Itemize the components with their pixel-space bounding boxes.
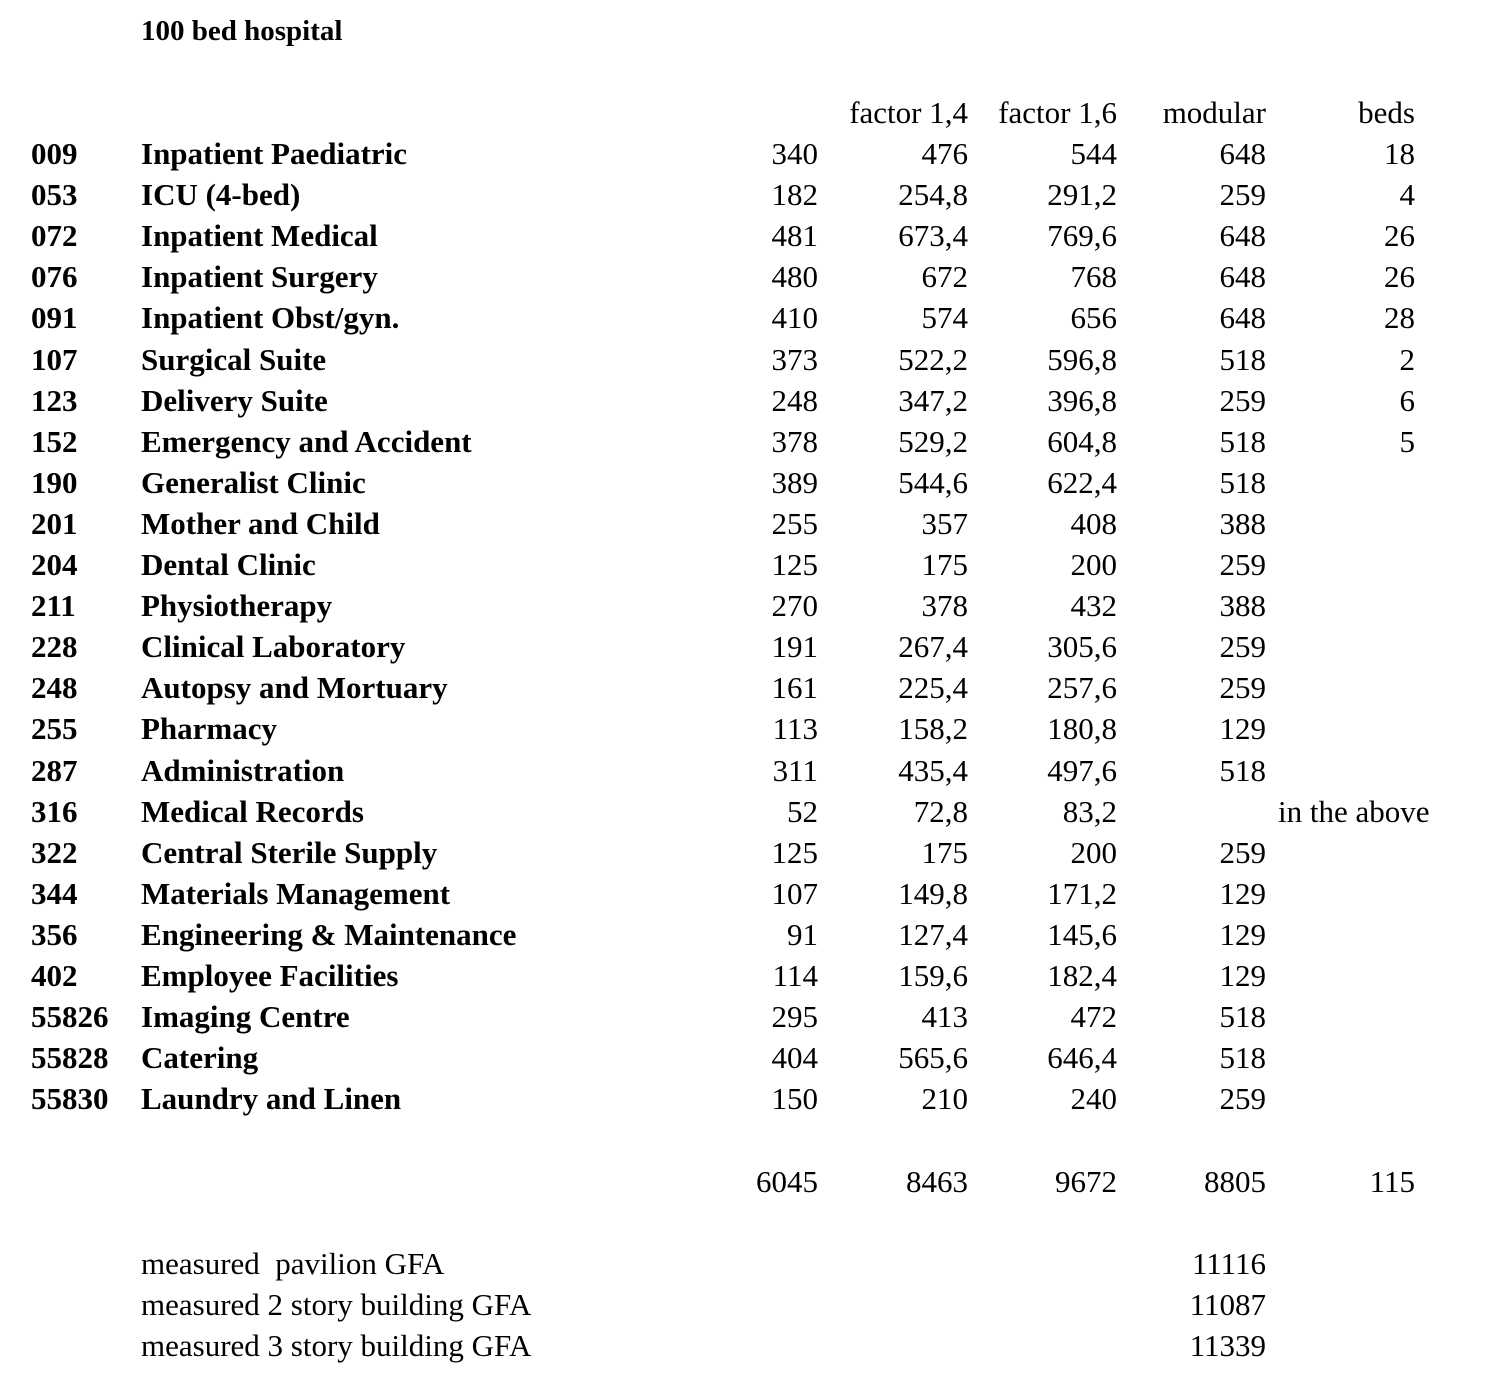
department-code: 009	[31, 136, 78, 171]
value-base: 113	[772, 711, 818, 746]
department-code: 356	[31, 917, 78, 952]
department-code: 402	[31, 958, 78, 993]
value-factor-1-6: 200	[1070, 547, 1117, 582]
department-name: Central Sterile Supply	[141, 835, 438, 870]
value-factor-1-4: 672	[921, 259, 968, 294]
value-factor-1-4: 413	[921, 999, 968, 1034]
department-name: Mother and Child	[141, 506, 380, 541]
value-base: 125	[771, 835, 818, 870]
department-code: 322	[31, 835, 78, 870]
value-factor-1-4: 225,4	[898, 670, 968, 705]
value-factor-1-4: 267,4	[898, 629, 968, 664]
value-modular: 129	[1219, 711, 1266, 746]
value-factor-1-6: 145,6	[1047, 917, 1117, 952]
measured-value: 11339	[1189, 1328, 1266, 1363]
table-row	[0, 381, 1501, 421]
table-row	[0, 463, 1501, 503]
department-name: Physiotherapy	[141, 588, 333, 623]
value-modular: 648	[1219, 300, 1266, 335]
value-modular: 518	[1219, 465, 1266, 500]
table-row	[0, 175, 1501, 215]
table-row	[0, 298, 1501, 338]
value-factor-1-4: 522,2	[898, 342, 968, 377]
value-modular: 388	[1219, 588, 1266, 623]
value-factor-1-4: 476	[921, 136, 968, 171]
value-base: 107	[771, 876, 818, 911]
table-row	[0, 709, 1501, 749]
value-modular: 259	[1219, 835, 1266, 870]
department-name: Engineering & Maintenance	[141, 917, 517, 952]
table-row	[0, 915, 1501, 955]
value-factor-1-4: 529,2	[898, 424, 968, 459]
value-factor-1-6: 396,8	[1047, 383, 1117, 418]
value-factor-1-6: 646,4	[1047, 1040, 1117, 1075]
value-modular: 259	[1219, 1081, 1266, 1116]
department-name: Imaging Centre	[141, 999, 350, 1034]
value-factor-1-6: 432	[1070, 588, 1117, 623]
value-beds: 26	[1384, 218, 1415, 253]
total-modular: 8805	[1204, 1164, 1266, 1199]
value-factor-1-6: 622,4	[1047, 465, 1117, 500]
department-code: 076	[31, 259, 78, 294]
table-row	[0, 1079, 1501, 1119]
table-row	[0, 216, 1501, 256]
value-base: 404	[771, 1040, 818, 1075]
value-modular: 648	[1219, 136, 1266, 171]
table-row	[0, 134, 1501, 174]
value-factor-1-4: 254,8	[898, 177, 968, 212]
value-modular: 259	[1219, 177, 1266, 212]
value-factor-1-4: 149,8	[898, 876, 968, 911]
value-factor-1-4: 574	[921, 300, 968, 335]
value-base: 161	[771, 670, 818, 705]
table-row	[0, 792, 1501, 832]
department-name: Inpatient Medical	[141, 218, 378, 253]
value-base: 311	[772, 753, 818, 788]
department-code: 190	[31, 465, 78, 500]
table-row	[0, 997, 1501, 1037]
department-name: Emergency and Accident	[141, 424, 472, 459]
value-factor-1-6: 656	[1070, 300, 1117, 335]
value-factor-1-4: 357	[921, 506, 968, 541]
value-base: 389	[771, 465, 818, 500]
department-name: Inpatient Obst/gyn.	[141, 300, 400, 335]
column-header-row	[0, 93, 1501, 133]
table-row	[0, 956, 1501, 996]
department-code: 55828	[31, 1040, 109, 1075]
department-name: Pharmacy	[141, 711, 278, 746]
value-modular: 518	[1219, 1040, 1266, 1075]
column-header-factor-1-4: factor 1,4	[849, 95, 968, 130]
value-factor-1-4: 175	[921, 835, 968, 870]
department-name: ICU (4-bed)	[141, 177, 301, 212]
value-factor-1-4: 347,2	[898, 383, 968, 418]
measured-row	[0, 1285, 1501, 1325]
department-name: Clinical Laboratory	[141, 629, 406, 664]
value-modular: 648	[1219, 218, 1266, 253]
value-base: 378	[771, 424, 818, 459]
page-title: 100 bed hospital	[141, 15, 343, 47]
value-factor-1-4: 175	[921, 547, 968, 582]
value-factor-1-6: 596,8	[1047, 342, 1117, 377]
column-header-beds: beds	[1358, 95, 1415, 130]
table-row	[0, 874, 1501, 914]
department-code: 248	[31, 670, 78, 705]
value-modular: 518	[1219, 424, 1266, 459]
value-factor-1-4: 378	[921, 588, 968, 623]
value-base: 52	[787, 794, 818, 829]
value-factor-1-6: 497,6	[1047, 753, 1117, 788]
department-code: 053	[31, 177, 78, 212]
measured-label: measured pavilion GFA	[141, 1246, 445, 1281]
table-row	[0, 751, 1501, 791]
value-base: 248	[771, 383, 818, 418]
department-name: Materials Management	[141, 876, 451, 911]
value-base: 270	[771, 588, 818, 623]
value-modular: 518	[1219, 342, 1266, 377]
department-code: 287	[31, 753, 78, 788]
department-code: 107	[31, 342, 78, 377]
department-code: 255	[31, 711, 78, 746]
value-modular: 259	[1219, 629, 1266, 664]
department-name: Generalist Clinic	[141, 465, 366, 500]
value-base: 410	[771, 300, 818, 335]
value-factor-1-6: 769,6	[1047, 218, 1117, 253]
value-factor-1-6: 408	[1070, 506, 1117, 541]
value-factor-1-6: 544	[1070, 136, 1117, 171]
department-code: 204	[31, 547, 78, 582]
measured-value: 11087	[1189, 1287, 1266, 1322]
table-row	[0, 1038, 1501, 1078]
value-factor-1-6: 182,4	[1047, 958, 1117, 993]
value-base: 125	[771, 547, 818, 582]
value-base: 373	[771, 342, 818, 377]
measured-label: measured 3 story building GFA	[141, 1328, 532, 1363]
department-name: Catering	[141, 1040, 259, 1075]
value-base: 295	[771, 999, 818, 1034]
table-row	[0, 422, 1501, 462]
value-beds: 28	[1384, 300, 1415, 335]
department-code: 201	[31, 506, 78, 541]
department-code: 091	[31, 300, 78, 335]
value-factor-1-6: 768	[1070, 259, 1117, 294]
value-base: 255	[771, 506, 818, 541]
department-code: 55826	[31, 999, 109, 1034]
department-code: 211	[31, 588, 76, 623]
department-code: 072	[31, 218, 78, 253]
value-factor-1-4: 544,6	[898, 465, 968, 500]
department-code: 152	[31, 424, 78, 459]
measured-value: 11116	[1191, 1246, 1266, 1281]
value-factor-1-4: 565,6	[898, 1040, 968, 1075]
value-factor-1-6: 240	[1070, 1081, 1117, 1116]
value-beds: 26	[1384, 259, 1415, 294]
department-name: Delivery Suite	[141, 383, 328, 418]
value-factor-1-6: 472	[1070, 999, 1117, 1034]
value-base: 150	[771, 1081, 818, 1116]
value-modular: 518	[1219, 753, 1266, 788]
department-name: Inpatient Surgery	[141, 259, 378, 294]
value-factor-1-4: 210	[921, 1081, 968, 1116]
department-code: 55830	[31, 1081, 109, 1116]
table-row	[0, 668, 1501, 708]
value-modular: 648	[1219, 259, 1266, 294]
department-name: Surgical Suite	[141, 342, 327, 377]
value-factor-1-6: 604,8	[1047, 424, 1117, 459]
value-modular: 518	[1219, 999, 1266, 1034]
value-factor-1-4: 673,4	[898, 218, 968, 253]
measured-row	[0, 1326, 1501, 1366]
department-name: Laundry and Linen	[141, 1081, 402, 1116]
value-beds: 4	[1399, 177, 1415, 212]
value-modular: 259	[1219, 547, 1266, 582]
value-base: 91	[787, 917, 818, 952]
column-header-factor-1-6: factor 1,6	[998, 95, 1117, 130]
value-factor-1-6: 171,2	[1047, 876, 1117, 911]
table-row	[0, 504, 1501, 544]
value-factor-1-6: 83,2	[1062, 794, 1117, 829]
value-beds: 5	[1399, 424, 1415, 459]
table-row	[0, 340, 1501, 380]
table-row	[0, 545, 1501, 585]
department-code: 316	[31, 794, 78, 829]
department-code: 344	[31, 876, 78, 911]
value-factor-1-6: 200	[1070, 835, 1117, 870]
table-row	[0, 257, 1501, 297]
department-name: Medical Records	[141, 794, 364, 829]
value-beds: 18	[1384, 136, 1415, 171]
value-factor-1-4: 158,2	[898, 711, 968, 746]
table-row	[0, 833, 1501, 873]
table-row	[0, 627, 1501, 667]
measured-row	[0, 1244, 1501, 1284]
value-base: 114	[772, 958, 818, 993]
total-beds: 115	[1369, 1164, 1415, 1199]
total-factor-1-6: 9672	[1055, 1164, 1117, 1199]
measured-label: measured 2 story building GFA	[141, 1287, 532, 1322]
table-row	[0, 586, 1501, 626]
value-base: 480	[771, 259, 818, 294]
department-name: Dental Clinic	[141, 547, 316, 582]
department-code: 228	[31, 629, 78, 664]
value-factor-1-4: 127,4	[898, 917, 968, 952]
total-factor-1-4: 8463	[906, 1164, 968, 1199]
value-base: 481	[771, 218, 818, 253]
value-factor-1-6: 180,8	[1047, 711, 1117, 746]
value-factor-1-6: 305,6	[1047, 629, 1117, 664]
value-factor-1-4: 159,6	[898, 958, 968, 993]
department-name: Employee Facilities	[141, 958, 399, 993]
value-modular: 129	[1219, 917, 1266, 952]
value-modular: 259	[1219, 383, 1266, 418]
value-modular: 388	[1219, 506, 1266, 541]
department-name: Administration	[141, 753, 345, 788]
value-beds: 6	[1399, 383, 1415, 418]
value-factor-1-6: 257,6	[1047, 670, 1117, 705]
total-base: 6045	[756, 1164, 818, 1199]
value-factor-1-6: 291,2	[1047, 177, 1117, 212]
value-modular: 259	[1219, 670, 1266, 705]
value-beds: 2	[1399, 342, 1415, 377]
value-factor-1-4: 435,4	[898, 753, 968, 788]
department-code: 123	[31, 383, 78, 418]
value-base: 182	[771, 177, 818, 212]
column-header-modular: modular	[1162, 95, 1266, 130]
department-name: Inpatient Paediatric	[141, 136, 408, 171]
value-factor-1-4: 72,8	[913, 794, 968, 829]
value-base: 340	[771, 136, 818, 171]
department-name: Autopsy and Mortuary	[141, 670, 448, 705]
value-base: 191	[771, 629, 818, 664]
value-modular: 129	[1219, 958, 1266, 993]
value-modular: 129	[1219, 876, 1266, 911]
row-note: in the above	[1278, 794, 1430, 829]
totals-row	[0, 1162, 1501, 1202]
